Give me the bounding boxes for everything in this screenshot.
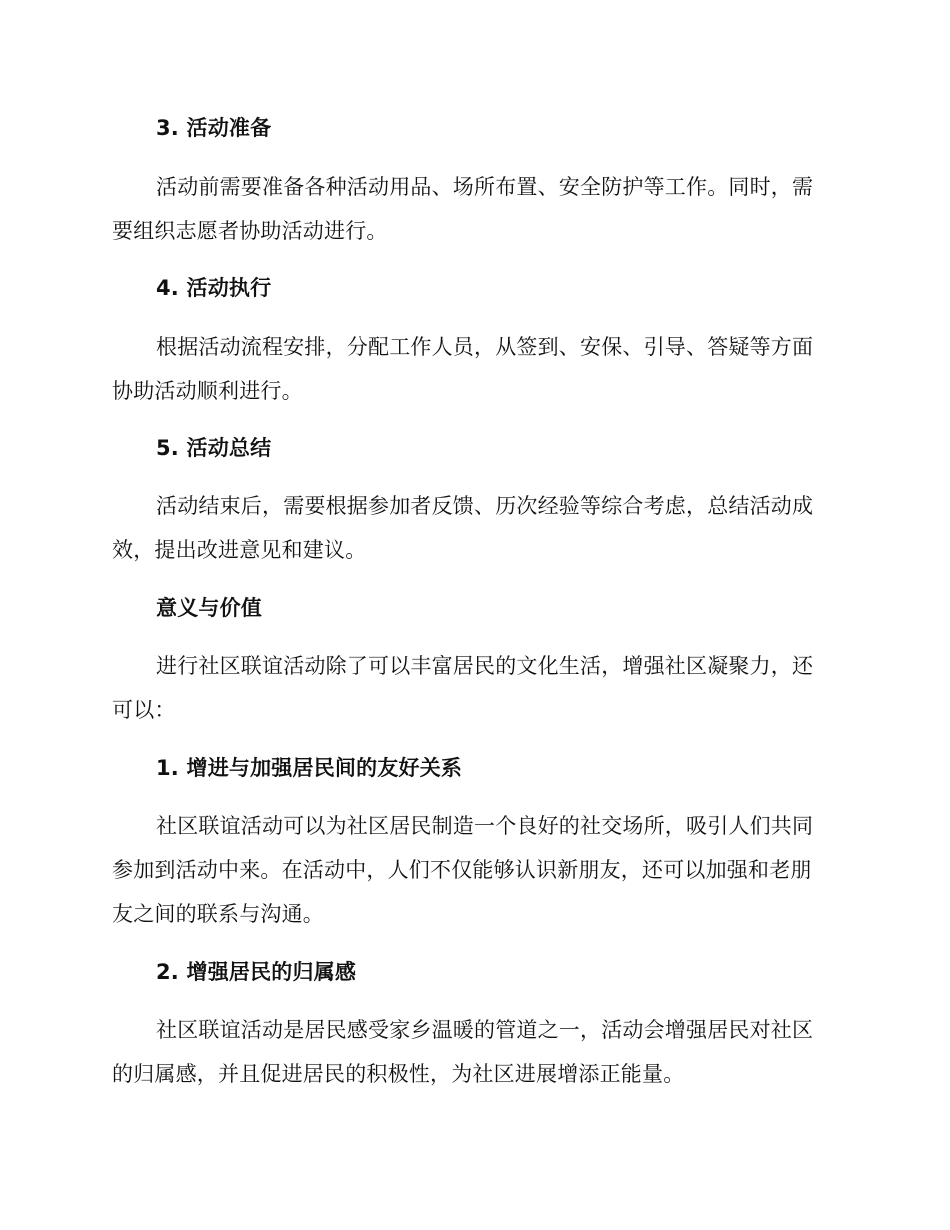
paragraph-line: 可以： (112, 698, 176, 722)
paragraph-line: 要组织志愿者协助活动进行。 (112, 219, 388, 243)
paragraph-line: 活动前需要准备各种活动用品、场所布置、安全防护等工作。同时，需 (156, 175, 814, 199)
section-heading: 4. 活动执行 (156, 276, 272, 300)
paragraph-line: 友之间的联系与沟通。 (112, 902, 324, 926)
paragraph-line: 根据活动流程安排，分配工作人员，从签到、安保、引导、答疑等方面 (156, 335, 814, 359)
section-heading: 意义与价值 (156, 596, 262, 620)
paragraph-line: 活动结束后，需要根据参加者反馈、历次经验等综合考虑，总结活动成 (156, 494, 814, 518)
section-heading: 3. 活动准备 (156, 116, 272, 140)
paragraph-line: 效，提出改进意见和建议。 (112, 538, 367, 562)
paragraph-line: 进行社区联谊活动除了可以丰富居民的文化生活，增强社区凝聚力，还 (156, 654, 814, 678)
section-heading: 2. 增强居民的归属感 (156, 960, 357, 984)
section-heading: 5. 活动总结 (156, 436, 272, 460)
paragraph-line: 社区联谊活动是居民感受家乡温暖的管道之一，活动会增强居民对社区 (156, 1018, 814, 1042)
section-heading: 1. 增进与加强居民间的友好关系 (156, 756, 463, 780)
paragraph-line: 社区联谊活动可以为社区居民制造一个良好的社交场所，吸引人们共同 (156, 814, 814, 838)
paragraph-line: 参加到活动中来。在活动中，人们不仅能够认识新朋友，还可以加强和老朋 (112, 858, 812, 882)
paragraph-line: 协助活动顺利进行。 (112, 379, 303, 403)
paragraph-line: 的归属感，并且促进居民的积极性，为社区进展增添正能量。 (112, 1062, 685, 1086)
